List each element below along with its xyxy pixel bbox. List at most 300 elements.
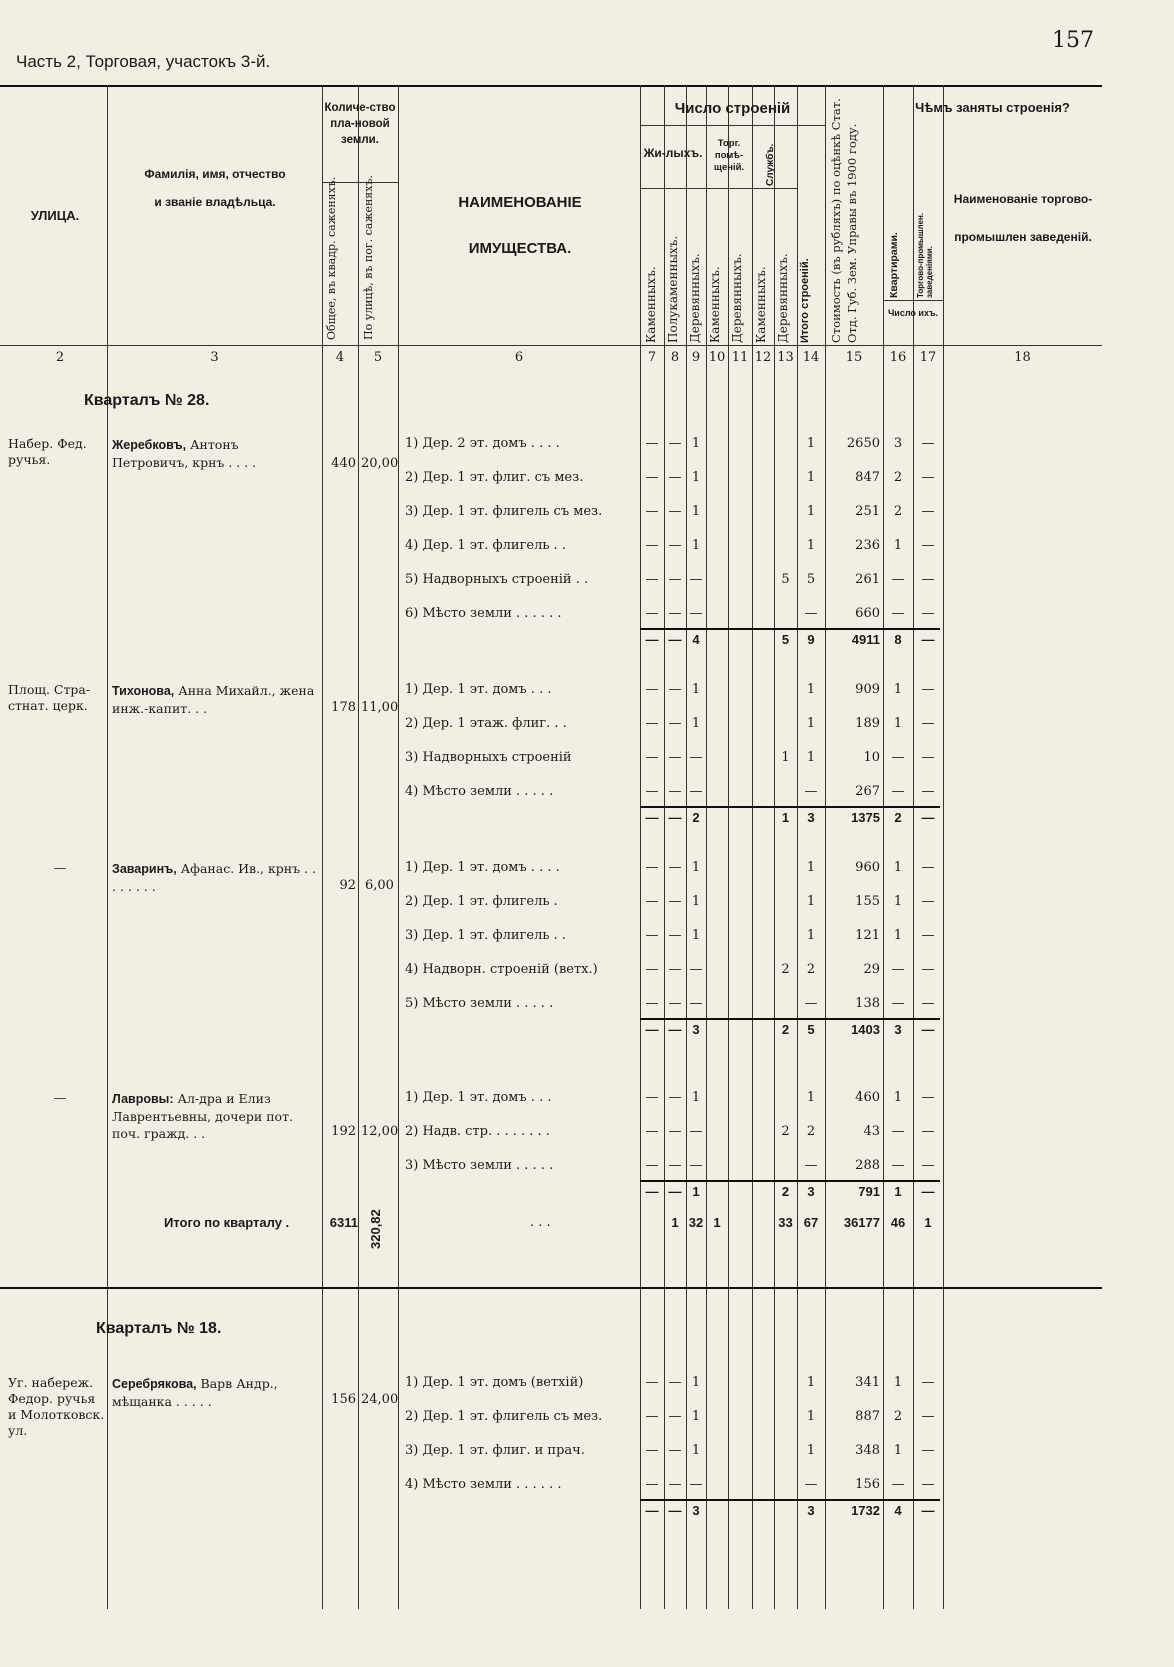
cell-c14: 1 — [806, 682, 816, 697]
owner-details: Афанас. Ив., крнъ . . . . . . . . — [112, 861, 316, 894]
cell-value: 189 — [855, 716, 880, 731]
header-stone3: Каменныхъ. — [754, 266, 768, 343]
subtotal-rule — [640, 1499, 940, 1501]
cell-c17: — — [921, 750, 935, 765]
cell-c14: 1 — [806, 716, 816, 731]
cell-c7: — — [645, 1184, 659, 1199]
cell-c16: — — [891, 1158, 905, 1173]
cell-c14: — — [804, 784, 818, 799]
cell-c17: — — [921, 860, 935, 875]
owner-area: 92 — [339, 878, 356, 893]
cell-c9: 3 — [692, 1022, 700, 1037]
cell-c17: — — [921, 1503, 935, 1518]
cell-c9: 3 — [692, 1503, 700, 1518]
col-number: 13 — [777, 350, 794, 365]
cell-c17: — — [921, 1409, 935, 1424]
cell-c9: 1 — [692, 1184, 700, 1199]
cell-value: 261 — [855, 572, 880, 587]
header-stone: Каменныхъ. — [644, 266, 658, 343]
cell-c13: 2 — [781, 962, 790, 977]
property-name: 3) Надворныхъ строеній — [405, 750, 572, 765]
cell-c9: — — [689, 1477, 703, 1492]
owner-area: 440 — [331, 456, 356, 471]
col-number: 17 — [919, 350, 937, 365]
cell-c7: — — [645, 1158, 659, 1173]
cell-c9: 1 — [691, 1375, 701, 1390]
cell-c17: — — [921, 682, 935, 697]
cell-c17: — — [921, 996, 935, 1011]
cell-c9: 1 — [691, 860, 701, 875]
cell-c7: — — [645, 1477, 659, 1492]
cell-c7: — — [645, 1443, 659, 1458]
quarter-total-c8: 1 — [671, 1215, 679, 1230]
cell-c7: — — [645, 470, 659, 485]
owner-front: 6,00 — [365, 878, 394, 893]
property-name: 2) Дер. 1 эт. флигель съ мез. — [405, 1409, 603, 1424]
cell-c17: — — [921, 1090, 935, 1105]
header-residential: Жи-лыхъ. — [643, 146, 703, 160]
owner-street: Набер. Фед. ручья. — [8, 436, 87, 467]
property-name: 4) Надворн. строеній (ветх.) — [405, 962, 598, 977]
cell-c7: — — [645, 1409, 659, 1424]
property-name: 5) Мѣсто земли . . . . . — [405, 996, 554, 1011]
cell-c7: — — [645, 894, 659, 909]
owner-street: Площ. Стра-стнат. церк. — [8, 682, 91, 713]
cell-value: 341 — [855, 1375, 880, 1390]
cell-c9: 1 — [691, 716, 701, 731]
cell-c7: — — [645, 1503, 659, 1518]
header-est-name: Наименованіе торгово-промышлен заведеній. — [953, 192, 1093, 244]
quarter-title: Кварталъ № 18. — [96, 1320, 222, 1337]
col-number: 3 — [210, 350, 219, 365]
header-land-total: Общее, въ квадр. саженяхъ. — [325, 176, 338, 340]
cell-c8: — — [668, 1503, 682, 1518]
cell-c14: 1 — [806, 1409, 816, 1424]
cell-c7: — — [645, 1124, 659, 1139]
quarter-total-front: 320,82 — [368, 1209, 383, 1249]
owner-surname: Лавровы: — [112, 1092, 174, 1106]
cell-c9: 2 — [692, 810, 700, 825]
property-name: 2) Дер. 1 этаж. флиг. . . — [405, 716, 567, 731]
cell-c7: — — [645, 860, 659, 875]
cell-c17: — — [921, 784, 935, 799]
cell-value: 660 — [855, 606, 880, 621]
cell-c7: — — [645, 810, 659, 825]
cell-c8: — — [668, 606, 682, 621]
cell-c8: — — [668, 784, 682, 799]
cell-c16: — — [891, 784, 905, 799]
cell-c16: 2 — [893, 504, 903, 519]
cell-c9: — — [689, 962, 703, 977]
subtotal-rule — [640, 1180, 940, 1182]
quarter-total-c16: 46 — [890, 1215, 906, 1230]
cell-value: 156 — [855, 1477, 880, 1492]
cell-c14: 1 — [806, 1443, 816, 1458]
owner-name — [112, 682, 317, 717]
owner-surname: Заваринъ, — [112, 862, 177, 876]
cell-value: 251 — [855, 504, 880, 519]
cell-c14: 1 — [806, 750, 816, 765]
cell-c17: — — [921, 606, 935, 621]
cell-c16: 3 — [893, 436, 903, 451]
header-wooden: Деревянныхъ. — [688, 253, 702, 343]
cell-c14: 1 — [806, 860, 816, 875]
owner-front: 20,00 — [361, 456, 399, 471]
property-name: 1) Дер. 1 эт. домъ . . . — [405, 682, 552, 697]
cell-c14: 1 — [806, 928, 816, 943]
cell-c7: — — [645, 504, 659, 519]
cell-c17: — — [921, 1375, 935, 1390]
owner-details: Антонъ Петровичъ, крнъ . . . . — [112, 437, 257, 470]
property-name: 4) Мѣсто земли . . . . . . — [405, 1477, 562, 1492]
cell-c8: — — [668, 962, 682, 977]
cell-c14: 1 — [806, 894, 816, 909]
property-name: 1) Дер. 1 эт. домъ . . . . — [405, 860, 560, 875]
cell-c14: 1 — [806, 538, 816, 553]
cell-c13: 2 — [781, 1124, 790, 1139]
header-value: Стоимость (въ рубляхъ) по оцѣнкѣ Стат. Отд. Губ. Зем. Управы въ 1900 году. — [829, 98, 859, 343]
cell-value: 1375 — [851, 810, 880, 825]
cell-c9: 1 — [691, 1090, 701, 1105]
cell-value: 909 — [855, 682, 880, 697]
col-number: 15 — [845, 350, 863, 365]
cell-value: 1403 — [851, 1022, 880, 1037]
cell-c8: — — [668, 996, 682, 1011]
cell-c17: — — [921, 1184, 935, 1199]
subtotal-rule — [640, 806, 940, 808]
property-name: 1) Дер. 2 эт. домъ . . . . — [405, 436, 560, 451]
quarter-total-c17: 1 — [924, 1215, 932, 1230]
cell-c9: — — [689, 606, 703, 621]
cell-c14: — — [804, 1158, 818, 1173]
cell-value: 288 — [855, 1158, 880, 1173]
cell-c16: 1 — [893, 1443, 903, 1458]
header-street: УЛИЦА. — [30, 208, 80, 223]
cell-c16: — — [891, 750, 905, 765]
cell-c17: — — [921, 962, 935, 977]
quarter-total-c13: 33 — [778, 1215, 793, 1230]
cell-c8: — — [668, 894, 682, 909]
col-number: 7 — [647, 350, 657, 365]
cell-c13: 5 — [781, 572, 790, 587]
cell-c9: 1 — [691, 1443, 701, 1458]
cell-c7: — — [645, 632, 659, 647]
cell-c9: — — [689, 1124, 703, 1139]
owner-area: 178 — [331, 700, 356, 715]
header-trade: Торг. помѣ-щеній. — [713, 138, 745, 173]
owner-details: Ал-дра и Елиз Лаврентьевны, дочери пот. поч. гражд. . . — [112, 1091, 293, 1141]
cell-c9: 4 — [692, 632, 700, 647]
cell-c8: — — [668, 504, 682, 519]
col-number: 2 — [55, 350, 65, 365]
cell-c9: 1 — [691, 894, 701, 909]
cell-c16: 1 — [893, 1375, 903, 1390]
header-land-street: По улицѣ, въ пог. саженяхъ. — [362, 175, 375, 340]
owner-front: 12,00 — [361, 1124, 399, 1139]
header-wooden3: Деревянныхъ. — [776, 253, 790, 343]
cell-c7: — — [645, 716, 659, 731]
cell-c16: 1 — [893, 538, 903, 553]
col-number: 16 — [889, 350, 907, 365]
cell-value: 267 — [855, 784, 880, 799]
owner-details: Варв Андр., мѣщанка . . . . . — [112, 1376, 278, 1409]
cell-value: 4911 — [851, 632, 880, 647]
subtotal-rule — [640, 1018, 940, 1020]
cell-c7: — — [645, 962, 659, 977]
property-name: 1) Дер. 1 эт. домъ (ветхій) — [405, 1375, 584, 1390]
cell-c17: — — [921, 1158, 935, 1173]
property-name: 6) Мѣсто земли . . . . . . — [405, 606, 562, 621]
cell-c14: 9 — [807, 632, 815, 647]
cell-c8: — — [668, 1477, 682, 1492]
header-buildings-count: Число строеній — [674, 100, 791, 117]
property-name: 2) Дер. 1 эт. флигель . — [405, 894, 558, 909]
cell-c7: — — [645, 538, 659, 553]
property-name: 3) Мѣсто земли . . . . . — [405, 1158, 554, 1173]
header-wooden2: Деревянныхъ. — [730, 253, 744, 343]
cell-c17: — — [921, 716, 935, 731]
cell-c9: 1 — [691, 436, 701, 451]
owner-area: 192 — [331, 1124, 356, 1139]
cell-c9: 1 — [691, 470, 701, 485]
cell-c16: 2 — [893, 1409, 903, 1424]
col-number: 10 — [708, 350, 726, 365]
property-name: 4) Мѣсто земли . . . . . — [405, 784, 554, 799]
cell-c7: — — [645, 928, 659, 943]
header-apartments: Квартирами. — [888, 232, 900, 298]
cell-c16: 2 — [894, 810, 902, 825]
cell-c17: — — [921, 810, 935, 825]
header-property: НАИМЕНОВАНІЕ ИМУЩЕСТВА. — [458, 194, 582, 257]
property-name: 1) Дер. 1 эт. домъ . . . — [405, 1090, 552, 1105]
cell-c8: — — [668, 716, 682, 731]
header-total-buildings: Итого строеній. — [799, 258, 811, 343]
cell-c16: — — [891, 1477, 905, 1492]
owner-street: — — [53, 860, 67, 875]
cell-c17: — — [921, 894, 935, 909]
cell-c8: — — [668, 1124, 682, 1139]
cell-c16: 1 — [893, 894, 903, 909]
cell-c17: — — [921, 572, 935, 587]
header-occupied: Чѣмъ заняты строенія? — [915, 100, 1070, 115]
cell-c8: — — [668, 810, 682, 825]
cell-c14: 5 — [807, 1022, 815, 1037]
cell-c17: — — [921, 436, 935, 451]
cell-c8: — — [668, 1443, 682, 1458]
cell-value: 460 — [855, 1090, 880, 1105]
cell-c13: 2 — [781, 1022, 790, 1037]
quarter-title: Кварталъ № 28. — [84, 392, 210, 409]
col-number: 9 — [691, 350, 701, 365]
cell-c14: 1 — [806, 1375, 816, 1390]
cell-c14: — — [804, 1477, 818, 1492]
property-name: 3) Дер. 1 эт. флигель съ мез. — [405, 504, 603, 519]
cell-c16: 1 — [893, 1090, 903, 1105]
cell-value: 887 — [855, 1409, 880, 1424]
cell-c9: 1 — [691, 682, 701, 697]
owner-name — [112, 436, 317, 471]
cell-c17: — — [921, 928, 935, 943]
cell-value: 236 — [855, 538, 880, 553]
property-name: 4) Дер. 1 эт. флигель . . — [405, 538, 566, 553]
owner-area: 156 — [331, 1392, 356, 1407]
running-head: Часть 2, Торговая, участокъ 3-й. — [16, 52, 271, 71]
cell-c17: — — [921, 1477, 935, 1492]
header-owner: Фамилія, имя, отчество и званіе владѣльца. — [144, 167, 286, 209]
cell-c9: — — [689, 750, 703, 765]
cell-c16: — — [891, 996, 905, 1011]
owner-street: Уг. набереж. Федор. ручья и Молотковск. ул. — [8, 1375, 105, 1438]
cell-c8: — — [668, 1158, 682, 1173]
owner-details: Анна Михайл., жена инж.-капит. . . — [112, 683, 315, 716]
quarter-total-value: 36177 — [843, 1215, 880, 1230]
cell-c8: — — [668, 1090, 682, 1105]
property-name: 5) Надворныхъ строеній . . — [405, 572, 589, 587]
owner-front: 24,00 — [361, 1392, 399, 1407]
cell-c16: 3 — [894, 1022, 902, 1037]
col-number: 8 — [670, 350, 680, 365]
cell-c7: — — [645, 682, 659, 697]
cell-c16: — — [891, 962, 905, 977]
cell-c13: 1 — [781, 750, 790, 765]
property-name: 2) Надв. стр. . . . . . . . — [405, 1124, 550, 1139]
cell-c14: — — [804, 606, 818, 621]
header-stone2: Каменныхъ. — [708, 266, 722, 343]
cell-c14: 1 — [806, 470, 816, 485]
cell-c7: — — [645, 750, 659, 765]
cell-c13: 1 — [781, 810, 790, 825]
col-number: 14 — [802, 350, 820, 365]
cell-c16: 8 — [894, 632, 902, 647]
cell-c7: — — [645, 1022, 659, 1037]
cell-c9: 1 — [691, 928, 701, 943]
property-name: 3) Дер. 1 эт. флигель . . — [405, 928, 566, 943]
property-name: 2) Дер. 1 эт. флиг. съ мез. — [405, 470, 584, 485]
quarter-total-label: Итого по кварталу . — [164, 1215, 290, 1230]
quarter-total-c9: 32 — [688, 1215, 704, 1230]
cell-c14: 2 — [806, 962, 816, 977]
cell-c8: — — [668, 682, 682, 697]
cell-c13: 5 — [781, 632, 790, 647]
cell-c16: 1 — [893, 928, 903, 943]
cell-c7: — — [645, 606, 659, 621]
quarter-total-c10: 1 — [713, 1215, 721, 1230]
cell-value: 960 — [855, 860, 880, 875]
cell-c9: 1 — [691, 504, 701, 519]
cell-value: 29 — [863, 962, 880, 977]
cell-c16: 1 — [893, 716, 903, 731]
cell-value: 43 — [863, 1124, 880, 1139]
cell-c8: — — [668, 572, 682, 587]
cell-c14: 1 — [806, 1090, 816, 1105]
cell-value: 138 — [855, 996, 880, 1011]
col-number: 18 — [1014, 350, 1031, 365]
cell-c8: — — [668, 1375, 682, 1390]
quarter-total-area: 6311 — [329, 1215, 358, 1230]
cell-c9: — — [689, 784, 703, 799]
cell-c7: — — [645, 436, 659, 451]
cell-c9: — — [689, 996, 703, 1011]
owner-street: — — [53, 1090, 67, 1105]
cell-c17: — — [921, 1124, 935, 1139]
header-land-group: Количе-ство пла-новой земли. — [324, 102, 396, 146]
cell-c7: — — [645, 1090, 659, 1105]
cell-c8: — — [668, 1184, 682, 1199]
cell-c16: 1 — [893, 860, 903, 875]
cell-c9: 1 — [691, 538, 701, 553]
cell-c16: — — [891, 606, 905, 621]
cell-c14: 5 — [806, 572, 816, 587]
owner-surname: Жеребковъ, — [112, 438, 187, 452]
quarter-total-dots: . . . — [530, 1215, 551, 1230]
col-number: 6 — [514, 350, 524, 365]
cell-value: 791 — [858, 1184, 880, 1199]
cell-c9: 1 — [691, 1409, 701, 1424]
subtotal-rule — [640, 628, 940, 630]
cell-c16: 1 — [893, 682, 903, 697]
owner-name — [112, 1375, 317, 1410]
cell-c14: — — [804, 996, 818, 1011]
cell-c8: — — [668, 470, 682, 485]
col-number: 4 — [335, 350, 345, 365]
cell-value: 348 — [855, 1443, 880, 1458]
header-trade-est: Торгово-промышлен. заведеніями. — [916, 212, 934, 298]
owner-surname: Серебрякова, — [112, 1377, 197, 1391]
cell-c8: — — [668, 436, 682, 451]
cell-c14: 1 — [806, 436, 816, 451]
cell-c8: — — [668, 750, 682, 765]
cell-c14: 2 — [806, 1124, 816, 1139]
cell-c7: — — [645, 784, 659, 799]
cell-value: 10 — [863, 750, 880, 765]
cell-c16: 2 — [893, 470, 903, 485]
cell-value: 1732 — [851, 1503, 880, 1518]
cell-c17: — — [921, 1022, 935, 1037]
owner-name — [112, 1090, 317, 1142]
cell-c9: — — [689, 572, 703, 587]
cell-c17: — — [921, 470, 935, 485]
cell-c13: 2 — [781, 1184, 790, 1199]
cell-c9: — — [689, 1158, 703, 1173]
cell-c17: — — [921, 504, 935, 519]
cell-c14: 3 — [807, 1503, 815, 1518]
cell-value: 2650 — [846, 436, 880, 451]
cell-c7: — — [645, 1375, 659, 1390]
cell-c14: 3 — [807, 810, 815, 825]
property-name: 3) Дер. 1 эт. флиг. и прач. — [405, 1443, 585, 1458]
header-count-of: Число ихъ. — [887, 308, 939, 318]
cell-c8: — — [668, 1022, 682, 1037]
cell-c16: — — [891, 572, 905, 587]
owner-name — [112, 860, 317, 895]
cell-c8: — — [668, 1409, 682, 1424]
col-number: 12 — [754, 350, 772, 365]
cell-c8: — — [668, 632, 682, 647]
cell-c17: — — [921, 538, 935, 553]
page-number: 157 — [1052, 28, 1094, 53]
cell-value: 121 — [855, 928, 880, 943]
cell-c8: — — [668, 538, 682, 553]
cell-c16: 4 — [894, 1503, 902, 1518]
cell-value: 847 — [855, 470, 880, 485]
cell-c17: — — [921, 1443, 935, 1458]
header-semistone: Полукаменныхъ. — [666, 235, 680, 343]
col-number: 5 — [373, 350, 383, 365]
col-number: 11 — [731, 350, 749, 365]
owner-front: 11,00 — [361, 700, 399, 715]
cell-c7: — — [645, 996, 659, 1011]
owner-surname: Тихонова, — [112, 684, 175, 698]
